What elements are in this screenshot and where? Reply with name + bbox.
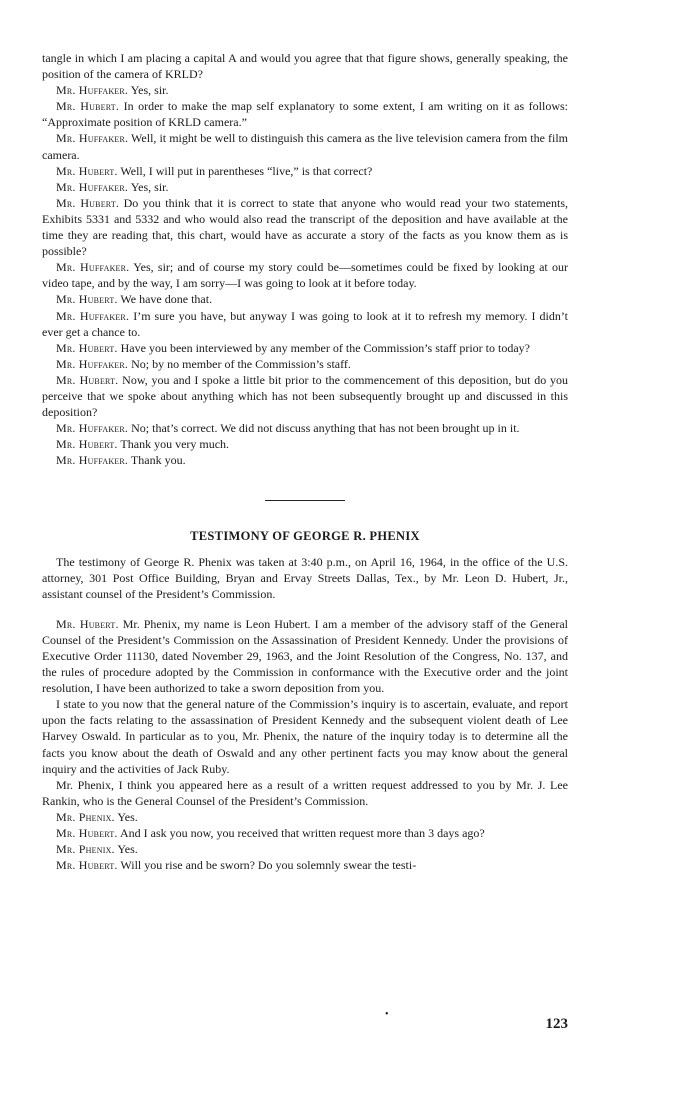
speaker-label: Mr. Huffaker. xyxy=(56,131,129,146)
testimony-paragraph xyxy=(42,82,568,98)
testimony-paragraph xyxy=(42,340,568,356)
speaker-label: Mr. Hubert. xyxy=(56,372,119,387)
testimony-paragraph xyxy=(42,195,568,259)
testimony-paragraph xyxy=(42,308,568,340)
paragraph-text: Thank you. xyxy=(128,453,186,468)
paragraph-text: Yes. xyxy=(114,842,138,857)
speaker-label: Mr. Hubert. xyxy=(56,195,120,210)
paragraph-text: Yes, sir. xyxy=(128,83,169,98)
section-divider xyxy=(265,500,345,501)
paragraph-text: I’m sure you have, but anyway I was going to look at it to refresh my memory. I didn’t ever get a chance to. xyxy=(42,308,568,339)
speaker-label: Mr. Huffaker. xyxy=(56,260,130,275)
testimony-paragraph xyxy=(42,163,568,179)
paragraph-text: In order to make the map self explanatory to some extent, I am writing on it as follows: “Approximate position of KRLD camera.” xyxy=(42,99,568,130)
testimony-paragraph xyxy=(42,857,568,873)
speaker-label: Mr. Hubert. xyxy=(56,858,118,873)
paragraph-gap xyxy=(42,602,568,616)
paragraph-text: Well, I will put in parentheses “live,” is that correct? xyxy=(117,163,373,178)
testimony-paragraph xyxy=(42,841,568,857)
speaker-label: Mr. Hubert. xyxy=(56,99,120,114)
paragraph-text: Mr. Phenix, I think you appeared here as a result of a written request addressed to you by Mr. J. Lee Rankin, who is the General Counsel of the President’s Commission. xyxy=(42,777,568,808)
testimony-paragraph xyxy=(42,436,568,452)
speaker-label: Mr. Huffaker. xyxy=(56,421,129,436)
paragraph-text: Thank you very much. xyxy=(117,437,230,452)
speaker-label: Mr. Hubert. xyxy=(56,163,118,178)
testimony-paragraph xyxy=(42,696,568,776)
testimony-paragraph xyxy=(42,420,568,436)
section-heading: TESTIMONY OF GEORGE R. PHENIX xyxy=(190,529,420,544)
paragraph-text: We have done that. xyxy=(117,292,213,307)
paragraph-text: Mr. Phenix, my name is Leon Hubert. I am a member of the advisory staff of the General Counsel of the President’s Commission on the Assassination of President Kennedy. Under the provisions of Executive Order 11130, dated November 29, 1963, and the Joint Resolution of the Congress, No. 137, and the rules of procedure adopted by the Commission in conformance with the Executive order and the joint resolution, I have been authorized to take a sworn deposition from you. xyxy=(42,616,568,696)
paragraph-text: Have you been interviewed by any member of the Commission’s staff prior to today? xyxy=(117,340,530,355)
paragraph-text: Yes. xyxy=(114,809,138,824)
paragraph-text: And I ask you now, you received that written request more than 3 days ago? xyxy=(117,826,485,841)
speaker-label: Mr. Huffaker. xyxy=(56,453,129,468)
testimony-paragraph xyxy=(42,259,568,291)
paragraph-text: Yes, sir. xyxy=(128,179,169,194)
speaker-label: Mr. Huffaker. xyxy=(56,179,129,194)
speaker-label: Mr. Hubert. xyxy=(56,437,118,452)
testimony-paragraph xyxy=(42,291,568,307)
testimony-paragraph xyxy=(42,179,568,195)
testimony-paragraph xyxy=(42,130,568,162)
testimony-paragraph xyxy=(42,616,568,696)
paragraph-text: tangle in which I am placing a capital A and would you agree that that figure shows, generally speaking, the position of the camera of KRLD? xyxy=(42,51,568,82)
testimony-paragraph xyxy=(42,809,568,825)
speaker-label: Mr. Huffaker. xyxy=(56,356,129,371)
testimony-paragraph xyxy=(42,50,568,82)
speaker-label: Mr. Hubert. xyxy=(56,340,118,355)
speaker-label: Mr. Hubert. xyxy=(56,616,119,631)
paragraph-text: Well, it might be well to distinguish this camera as the live television camera from the film camera. xyxy=(42,131,568,162)
paragraph-text: No; by no member of the Commission’s staff. xyxy=(128,356,351,371)
testimony-paragraph xyxy=(42,777,568,809)
paragraph-text: No; that’s correct. We did not discuss anything that has not been brought up in it. xyxy=(128,421,520,436)
testimony-paragraph xyxy=(42,98,568,130)
speaker-label: Mr. Huffaker. xyxy=(56,83,129,98)
testimony-paragraph xyxy=(42,372,568,420)
intro-paragraph: The testimony of George R. Phenix was taken at 3:40 p.m., on April 16, 1964, in the office of the U.S. attorney, 301 Post Office Building, Bryan and Ervay Streets Dallas, Tex., by Mr. Leon D. Hubert, Jr., assistant counsel of the President’s Commission. xyxy=(42,554,568,601)
page-number: 123 xyxy=(545,1016,568,1032)
paragraph-text: Now, you and I spoke a little bit prior to the commencement of this deposition, but do you perceive that we spoke about anything which has not been subsequently brought up and discussed in this deposition? xyxy=(42,372,568,420)
testimony-paragraph xyxy=(42,356,568,372)
testimony-paragraph xyxy=(42,825,568,841)
speaker-label: Mr. Phenix. xyxy=(56,809,115,824)
testimony-huffaker-section xyxy=(42,50,568,468)
testimony-phenix-section xyxy=(42,616,568,874)
paragraph-text: Do you think that it is correct to state that anyone who would read your two statements, Exhibits 5331 and 5332 and who would also read the transcript of the deposition and have available at the time they are reading that, this chart, would have as accurate a story of the facts as you know them as is possible? xyxy=(42,195,568,259)
speaker-label: Mr. Huffaker. xyxy=(56,308,130,323)
print-speck: • xyxy=(385,1009,389,1020)
speaker-label: Mr. Phenix. xyxy=(56,842,115,857)
paragraph-text: I state to you now that the general nature of the Commission’s inquiry is to ascertain, evaluate, and report upon the facts relating to the assassination of President Kennedy and the subsequent violent death of Lee Harvey Oswald. In particular as to you, Mr. Phenix, the nature of the inquiry today is to determine all the facts you know about the death of Oswald and any other pertinent facts you may know about the general inquiry and the activities of Jack Ruby. xyxy=(42,697,568,776)
speaker-label: Mr. Hubert. xyxy=(56,826,118,841)
paragraph-text: Will you rise and be sworn? Do you solemnly swear the testi- xyxy=(117,858,417,873)
speaker-label: Mr. Hubert. xyxy=(56,292,118,307)
paragraph-text: Yes, sir; and of course my story could be—sometimes could be fixed by looking at our video tape, and by the way, I am sorry—I was going to look at it before today. xyxy=(42,260,568,291)
testimony-paragraph xyxy=(42,452,568,468)
